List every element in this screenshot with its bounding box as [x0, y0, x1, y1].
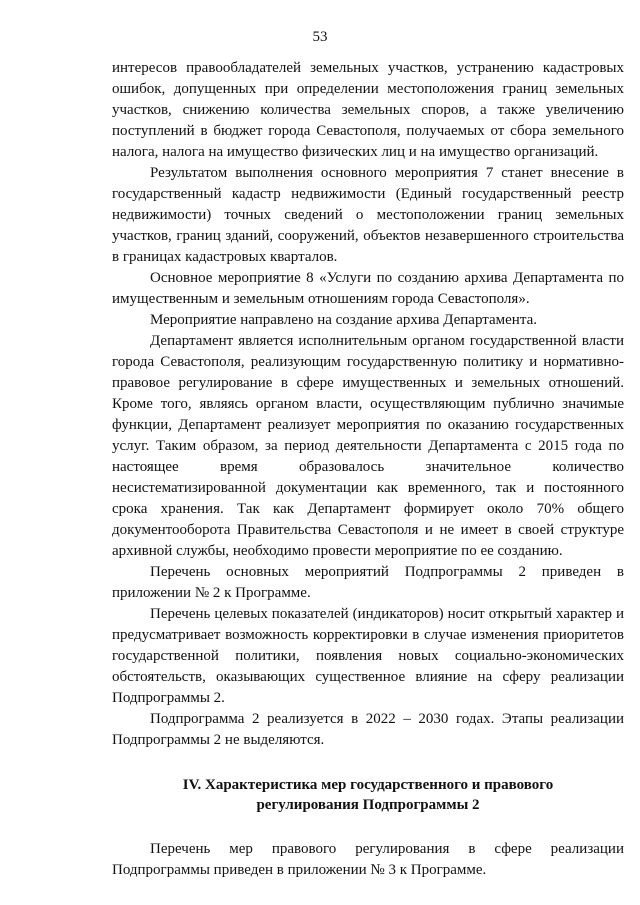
paragraph-result-measure-7: Результатом выполнения основного мероприятия 7 станет внесение в государственный кадастр недвижимости (Единый государственный реестр недвижимости) точных сведений о местоположении границ земельных участков, границ зданий, сооружений, объектов незавершенного строительства в границах кадастровых кварталов. — [112, 165, 624, 265]
paragraph-indicators: Перечень целевых показателей (индикаторов) носит открытый характер и предусматривает возможность корректировки в случае изменения приоритетов государственной политики, появления новых социально-экономических обстоятельств, оказывающих существенное влияние на сферу реализации Подпрограммы 2. — [112, 606, 624, 706]
paragraph-measures-list: Перечень основных мероприятий Подпрограммы 2 приведен в приложении № 2 к Программе. — [112, 564, 624, 601]
section-heading-line-2: регулирования Подпрограммы 2 — [256, 797, 480, 813]
paragraph-measure-purpose: Мероприятие направлено на создание архива Департамента. — [150, 312, 537, 328]
paragraph-continuation: интересов правообладателей земельных участков, устранению кадастровых ошибок, допущенных при определении местоположения границ земельных участков, снижению количества земельных споров, а также увеличению поступлений в бюджет города Севастополя, получаемых от сбора земельного налога, налога на имущество физических лиц и на имущество организаций. — [112, 60, 624, 160]
paragraph-legal-regulation: Перечень мер правового регулирования в сфере реализации Подпрограммы приведен в приложении № 3 к Программе. — [112, 841, 624, 878]
page-number: 53 — [312, 29, 328, 45]
paragraph-implementation-period: Подпрограмма 2 реализуется в 2022 – 2030 годах. Этапы реализации Подпрограммы 2 не выделяются. — [112, 711, 624, 748]
paragraph-department-description: Департамент является исполнительным органом государственной власти города Севастополя, реализующим государственную политику и нормативно-правовое регулирование в сфере имущественных и земельных отношений. Кроме того, являясь органом власти, осуществляющим публично значимые функции, Департамент реализует мероприятия по оказанию государственных услуг. Таким образом, за период деятельности Департамента с 2015 года по настоящее время образовалось значительное количество несистематизированной документации как временного, так и постоянного срока хранения. Так как Департамент формирует около 70% общего документооборота Правительства Севастополя и не имеет в своей структуре архивной службы, необходимо провести мероприятие по ее созданию. — [112, 333, 624, 559]
section-heading-line-1: IV. Характеристика мер государственного и правового — [182, 777, 554, 793]
paragraph-measure-8: Основное мероприятие 8 «Услуги по созданию архива Департамента по имущественным и земельным отношениям города Севастополя». — [112, 270, 624, 307]
section-heading — [112, 775, 624, 815]
document-body — [112, 58, 624, 881]
